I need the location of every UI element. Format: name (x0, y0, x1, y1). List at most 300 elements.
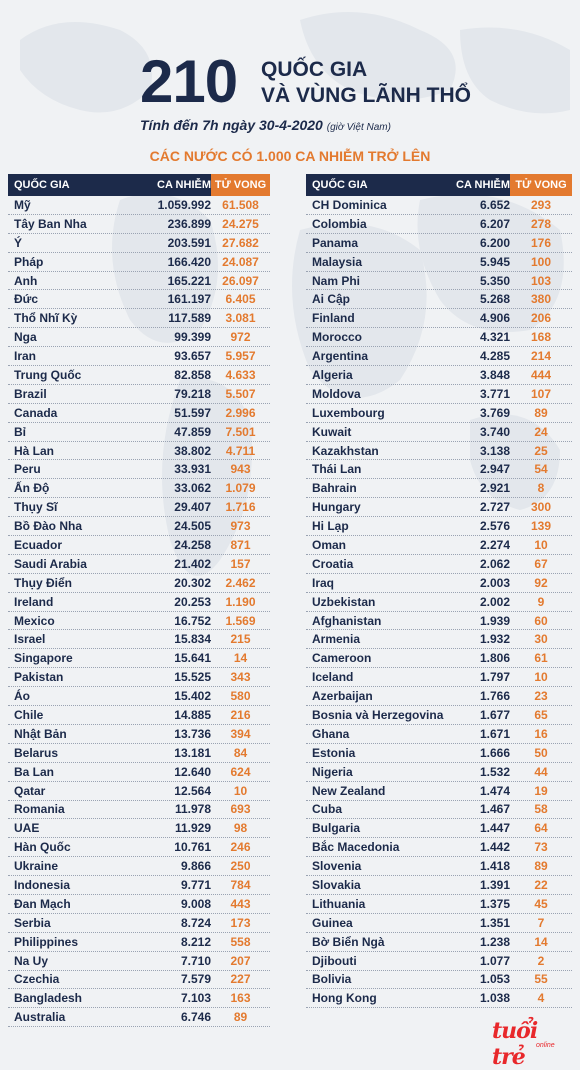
deaths-cell: 1.079 (225, 481, 256, 496)
cases-cell: 1.806 (479, 651, 510, 666)
table-row (306, 725, 572, 744)
table-row (8, 952, 270, 971)
left-table-header (8, 174, 270, 196)
cases-cell: 21.402 (174, 556, 211, 571)
deaths-cell: 23 (534, 689, 548, 704)
cases-cell: 6.746 (180, 1010, 211, 1025)
deaths-cell: 972 (230, 330, 251, 345)
deaths-cell: 5.957 (225, 349, 256, 364)
table-row (306, 385, 572, 404)
table-row (8, 687, 270, 706)
table-row (8, 328, 270, 347)
cases-cell: 3.740 (479, 424, 510, 439)
cases-cell: 47.859 (174, 424, 211, 439)
table-row (306, 593, 572, 612)
country-cell: Indonesia (14, 878, 71, 892)
deaths-cell: 24.087 (222, 254, 259, 269)
table-row (8, 706, 270, 725)
country-cell: Ghana (312, 726, 350, 741)
cases-cell: 203.591 (167, 235, 211, 250)
country-cell: Afghanistan (312, 613, 382, 628)
title-line-1: QUỐC GIA (261, 58, 368, 81)
country-cell: Nhật Bản (14, 726, 67, 741)
deaths-cell: 444 (530, 367, 552, 382)
cases-cell: 93.657 (174, 349, 211, 364)
table-row (306, 933, 572, 952)
deaths-cell: 139 (530, 519, 552, 534)
deaths-cell: 30 (534, 632, 548, 647)
cases-cell: 99.399 (174, 330, 211, 345)
deaths-cell: 2.462 (225, 575, 256, 590)
table-row (306, 687, 572, 706)
deaths-cell: 216 (230, 707, 251, 722)
country-cell: Malaysia (312, 254, 363, 269)
table-row (306, 442, 572, 461)
deaths-cell: 1.716 (225, 500, 256, 515)
deaths-cell: 558 (230, 934, 251, 949)
country-cell: Đan Mạch (14, 896, 71, 911)
cases-cell: 6.200 (479, 235, 510, 250)
deaths-cell: 65 (534, 707, 548, 722)
col-country-header: QUỐC GIA (312, 179, 368, 191)
table-row (8, 593, 270, 612)
country-cell: Saudi Arabia (14, 556, 87, 571)
table-row (306, 423, 572, 442)
deaths-cell: 89 (534, 859, 548, 874)
cases-cell: 1.467 (479, 802, 510, 817)
deaths-cell: 5.507 (225, 386, 256, 401)
table-row (306, 196, 572, 215)
country-cell: Moldova (312, 386, 361, 401)
country-cell: Áo (14, 689, 30, 704)
country-count: 210 (140, 48, 238, 115)
cases-cell: 16.752 (174, 613, 211, 628)
country-cell: Hungary (312, 500, 361, 515)
country-cell: Belarus (14, 745, 59, 760)
table-row (8, 668, 270, 687)
table-row (8, 272, 270, 291)
country-cell: Oman (312, 537, 347, 552)
deaths-cell: 67 (534, 556, 548, 571)
cases-cell: 3.769 (479, 405, 510, 420)
country-cell: Bồ Đào Nha (14, 519, 83, 534)
deaths-cell: 3.081 (225, 311, 256, 326)
cases-cell: 13.736 (174, 726, 211, 741)
deaths-cell: 64 (534, 821, 548, 836)
deaths-cell: 98 (233, 821, 248, 836)
table-row (8, 971, 270, 990)
cases-cell: 2.576 (479, 519, 510, 534)
country-cell: Ba Lan (14, 764, 55, 779)
cases-cell: 166.420 (167, 254, 211, 269)
cases-cell: 161.197 (167, 292, 211, 307)
table-row (306, 234, 572, 253)
table-row (306, 536, 572, 555)
right-table-body (306, 196, 572, 1008)
table-row (8, 253, 270, 272)
table-row (8, 649, 270, 668)
cases-cell: 38.802 (174, 443, 211, 458)
country-cell: CH Dominica (312, 197, 387, 212)
cases-cell: 1.059.992 (157, 197, 211, 212)
cases-cell: 2.947 (479, 462, 510, 477)
deaths-cell: 1.190 (225, 594, 256, 609)
table-row (8, 857, 270, 876)
cases-cell: 33.062 (174, 481, 211, 496)
right-table-header (306, 174, 572, 196)
country-cell: Romania (14, 802, 65, 817)
cases-cell: 2.921 (479, 481, 510, 496)
deaths-cell: 343 (230, 670, 251, 685)
country-cell: Slovakia (312, 878, 361, 892)
cases-cell: 7.103 (180, 991, 211, 1006)
cases-cell: 2.727 (479, 500, 510, 515)
cases-cell: 12.640 (174, 764, 211, 779)
deaths-cell: 380 (530, 292, 552, 307)
cases-cell: 15.641 (174, 651, 211, 666)
cases-cell: 4.321 (479, 330, 510, 345)
table-row (306, 952, 572, 971)
cases-cell: 15.525 (174, 670, 211, 685)
table-row (306, 517, 572, 536)
left-table (8, 174, 270, 1027)
cases-cell: 5.350 (479, 273, 510, 288)
deaths-cell: 19 (534, 783, 548, 798)
table-row (8, 517, 270, 536)
deaths-cell: 10 (534, 537, 548, 552)
tuoitre-logo (492, 1018, 572, 1070)
deaths-cell: 50 (534, 745, 548, 760)
cases-cell: 1.797 (479, 670, 510, 685)
subtitle-note: (giờ Việt Nam) (326, 122, 391, 133)
country-cell: Trung Quốc (14, 367, 82, 382)
cases-cell: 9.008 (180, 896, 211, 911)
cases-cell: 1.766 (479, 689, 510, 704)
deaths-cell: 24.275 (222, 216, 259, 231)
table-row (8, 196, 270, 215)
deaths-cell: 22 (534, 878, 548, 892)
table-row (8, 895, 270, 914)
cases-cell: 14.885 (174, 707, 211, 722)
table-row (306, 763, 572, 782)
cases-cell: 2.002 (479, 594, 510, 609)
deaths-cell: 25 (534, 443, 548, 458)
deaths-cell: 92 (534, 575, 548, 590)
table-row (306, 971, 572, 990)
cases-cell: 3.138 (479, 443, 510, 458)
deaths-cell: 2.996 (225, 405, 256, 420)
cases-cell: 1.351 (479, 915, 510, 930)
country-cell: Israel (14, 632, 46, 647)
left-table-body (8, 196, 270, 1027)
table-row (8, 479, 270, 498)
table-row (306, 801, 572, 820)
deaths-cell: 89 (233, 1010, 248, 1025)
section-title: CÁC NƯỚC CÓ 1.000 CA NHIỄM TRỞ LÊN (149, 148, 431, 164)
deaths-cell: 58 (534, 802, 548, 817)
country-cell: Morocco (312, 330, 363, 345)
table-row (306, 574, 572, 593)
cases-cell: 51.597 (174, 405, 211, 420)
table-row (306, 555, 572, 574)
deaths-cell: 443 (230, 896, 251, 911)
table-row (8, 801, 270, 820)
deaths-cell: 61 (534, 651, 548, 666)
cases-cell: 117.589 (168, 311, 211, 326)
table-row (306, 782, 572, 801)
country-cell: Bỉ (14, 424, 26, 439)
deaths-cell: 60 (534, 613, 548, 628)
deaths-cell: 55 (534, 972, 548, 987)
country-cell: Estonia (312, 745, 356, 760)
country-cell: Argentina (312, 349, 369, 364)
table-row (306, 744, 572, 763)
logo-main-text: tuổi trẻ (492, 1018, 538, 1070)
country-cell: Panama (312, 235, 359, 250)
country-cell: Iceland (312, 670, 354, 685)
country-cell: Ukraine (14, 859, 59, 874)
table-row (8, 1008, 270, 1027)
col-deaths-header: TỬ VONG (211, 174, 270, 196)
cases-cell: 1.447 (479, 821, 510, 836)
deaths-cell: 103 (530, 273, 552, 288)
table-row (8, 782, 270, 801)
cases-cell: 5.268 (479, 292, 510, 307)
table-row (306, 498, 572, 517)
cases-cell: 1.053 (479, 972, 510, 987)
country-cell: Nigeria (312, 764, 353, 779)
deaths-cell: 100 (530, 254, 552, 269)
deaths-cell: 4 (537, 991, 545, 1006)
cases-cell: 82.858 (174, 367, 211, 382)
country-cell: Bolivia (312, 972, 352, 987)
country-cell: Uzbekistan (312, 594, 376, 609)
title-line-2: VÀ VÙNG LÃNH THỔ (261, 84, 471, 107)
cases-cell: 9.866 (180, 859, 211, 874)
cases-cell: 3.848 (479, 367, 510, 382)
deaths-cell: 693 (230, 802, 251, 817)
deaths-cell: 6.405 (225, 292, 256, 307)
country-cell: Chile (14, 707, 44, 722)
country-cell: Thụy Điển (14, 575, 73, 590)
country-cell: Hi Lạp (312, 519, 349, 534)
cases-cell: 15.834 (174, 632, 211, 647)
table-row (306, 253, 572, 272)
table-row (8, 744, 270, 763)
country-cell: Peru (14, 462, 41, 477)
country-cell: Hà Lan (14, 443, 55, 458)
deaths-cell: 73 (534, 840, 548, 855)
deaths-cell: 215 (230, 632, 251, 647)
country-cell: Ecuador (14, 537, 63, 552)
table-row (8, 933, 270, 952)
deaths-cell: 45 (534, 896, 548, 911)
cases-cell: 1.939 (479, 613, 510, 628)
deaths-cell: 10 (233, 783, 248, 798)
table-row (306, 838, 572, 857)
table-row (306, 479, 572, 498)
table-row (8, 366, 270, 385)
cases-cell: 1.391 (479, 878, 510, 892)
table-row (8, 819, 270, 838)
table-row (8, 914, 270, 933)
deaths-cell: 24 (534, 424, 548, 439)
country-cell: Singapore (14, 651, 73, 666)
table-row (306, 895, 572, 914)
cases-cell: 4.285 (479, 349, 510, 364)
table-row (8, 404, 270, 423)
cases-cell: 79.218 (174, 386, 211, 401)
table-row (8, 442, 270, 461)
deaths-cell: 157 (230, 556, 251, 571)
cases-cell: 33.931 (174, 462, 211, 477)
table-row (8, 876, 270, 895)
country-cell: Hong Kong (312, 991, 377, 1006)
cases-cell: 6.207 (479, 216, 510, 231)
cases-cell: 2.274 (479, 537, 510, 552)
country-cell: Ấn Độ (14, 481, 50, 496)
cases-cell: 24.505 (174, 519, 211, 534)
country-cell: Ai Cập (312, 292, 351, 307)
deaths-cell: 784 (230, 878, 251, 892)
country-cell: Anh (14, 273, 38, 288)
country-cell: Lithuania (312, 896, 366, 911)
table-row (306, 612, 572, 631)
deaths-cell: 173 (230, 915, 251, 930)
deaths-cell: 1.569 (225, 613, 256, 628)
col-deaths-header: TỬ VONG (510, 174, 572, 196)
country-cell: Djibouti (312, 953, 357, 968)
country-cell: Azerbaijan (312, 689, 373, 704)
country-cell: Đức (14, 292, 39, 307)
deaths-cell: 227 (230, 972, 251, 987)
country-cell: Mỹ (14, 197, 31, 212)
table-row (306, 404, 572, 423)
table-row (8, 838, 270, 857)
deaths-cell: 246 (230, 840, 251, 855)
deaths-cell: 7.501 (225, 424, 256, 439)
table-row (8, 290, 270, 309)
table-row (306, 630, 572, 649)
table-row (306, 876, 572, 895)
cases-cell: 1.671 (479, 726, 510, 741)
cases-cell: 1.038 (479, 991, 510, 1006)
cases-cell: 6.652 (479, 197, 510, 212)
table-row (8, 423, 270, 442)
deaths-cell: 89 (534, 405, 548, 420)
deaths-cell: 214 (530, 349, 552, 364)
country-cell: Qatar (14, 783, 46, 798)
country-cell: New Zealand (312, 783, 386, 798)
deaths-cell: 16 (534, 726, 548, 741)
country-cell: Pháp (14, 254, 44, 269)
cases-cell: 1.077 (479, 953, 510, 968)
country-cell: Ireland (14, 594, 54, 609)
table-row (306, 290, 572, 309)
country-cell: Bắc Macedonia (312, 840, 400, 855)
table-row (8, 763, 270, 782)
table-row (306, 649, 572, 668)
deaths-cell: 54 (534, 462, 548, 477)
table-row (8, 555, 270, 574)
table-row (306, 819, 572, 838)
deaths-cell: 250 (230, 859, 251, 874)
deaths-cell: 624 (230, 764, 251, 779)
cases-cell: 24.258 (174, 537, 211, 552)
cases-cell: 13.181 (174, 745, 211, 760)
deaths-cell: 4.711 (225, 443, 256, 458)
cases-cell: 3.771 (479, 386, 510, 401)
country-cell: Bờ Biển Ngà (312, 934, 385, 949)
cases-cell: 11.978 (174, 802, 211, 817)
country-cell: Bosnia và Herzegovina (312, 707, 444, 722)
subtitle-date: Tính đến 7h ngày 30-4-2020 (140, 117, 323, 133)
cases-cell: 165.221 (167, 273, 211, 288)
country-cell: Hàn Quốc (14, 840, 71, 855)
country-cell: Luxembourg (312, 405, 385, 420)
cases-cell: 1.238 (479, 934, 510, 949)
country-cell: Thụy Sĩ (14, 500, 58, 515)
table-row (306, 366, 572, 385)
country-cell: Cameroon (312, 651, 372, 666)
country-cell: Iran (14, 349, 37, 364)
deaths-cell: 394 (230, 726, 251, 741)
cases-cell: 20.253 (174, 594, 211, 609)
country-cell: Pakistan (14, 670, 64, 685)
country-cell: Thổ Nhĩ Kỳ (14, 311, 78, 326)
table-row (8, 215, 270, 234)
country-cell: Guinea (312, 915, 353, 930)
deaths-cell: 2 (537, 953, 545, 968)
cases-cell: 7.710 (180, 953, 211, 968)
deaths-cell: 973 (230, 519, 251, 534)
country-cell: Ý (14, 235, 23, 250)
deaths-cell: 26.097 (222, 273, 259, 288)
deaths-cell: 10 (534, 670, 548, 685)
table-row (8, 630, 270, 649)
country-cell: Philippines (14, 934, 79, 949)
cases-cell: 236.899 (167, 216, 211, 231)
deaths-cell: 176 (530, 235, 552, 250)
country-cell: Bangladesh (14, 991, 83, 1006)
deaths-cell: 4.633 (225, 367, 256, 382)
right-table (306, 174, 572, 1008)
table-row (8, 612, 270, 631)
deaths-cell: 14 (534, 934, 548, 949)
deaths-cell: 27.682 (222, 235, 259, 250)
table-row (8, 309, 270, 328)
deaths-cell: 871 (230, 537, 251, 552)
cases-cell: 1.442 (479, 840, 510, 855)
country-cell: Czechia (14, 972, 60, 987)
country-cell: Kuwait (312, 424, 352, 439)
country-cell: Finland (312, 311, 355, 326)
cases-cell: 1.666 (479, 745, 510, 760)
table-row (306, 706, 572, 725)
cases-cell: 1.932 (479, 632, 510, 647)
table-row (8, 536, 270, 555)
cases-cell: 4.906 (479, 311, 510, 326)
country-cell: Nam Phi (312, 273, 361, 288)
cases-cell: 12.564 (174, 783, 211, 798)
table-row (306, 328, 572, 347)
table-row (8, 574, 270, 593)
country-cell: UAE (14, 821, 40, 836)
country-cell: Na Uy (14, 953, 49, 968)
deaths-cell: 61.508 (222, 197, 259, 212)
cases-cell: 1.532 (479, 764, 510, 779)
table-row (8, 498, 270, 517)
